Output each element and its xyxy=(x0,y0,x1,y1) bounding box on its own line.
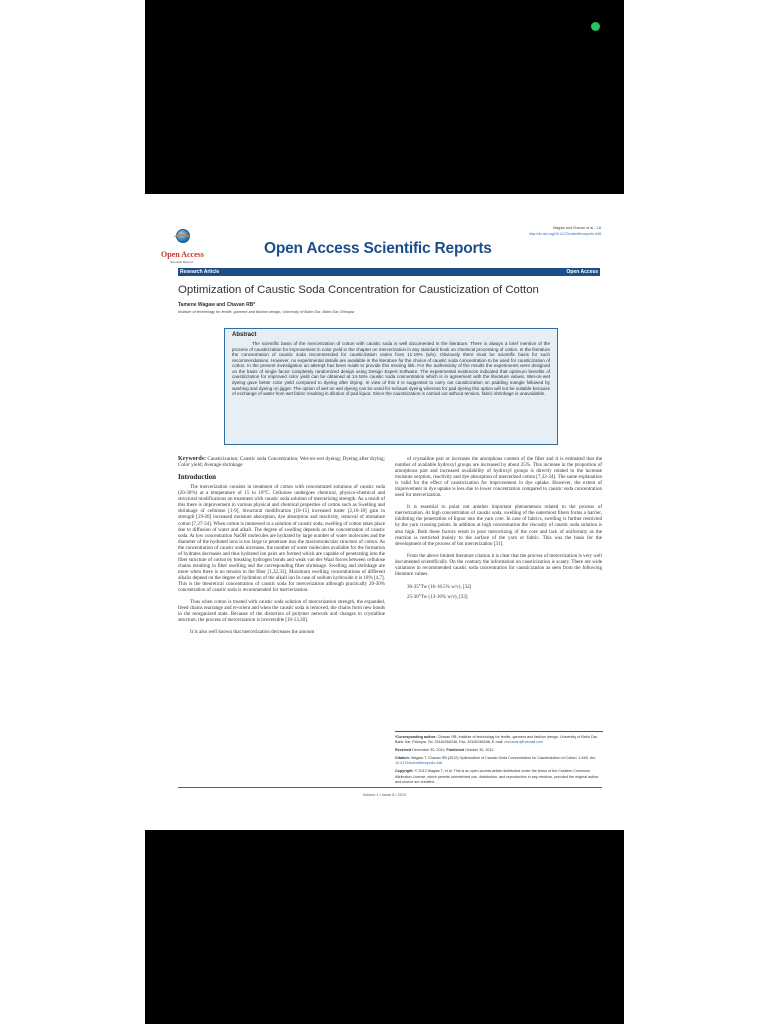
email-link[interactable]: rbchavan@hotmail.com xyxy=(504,740,544,745)
abstract-heading: Abstract xyxy=(232,332,257,338)
logo-name: Open Access xyxy=(161,250,204,259)
footer-volume-issue: Volume 1 • Issue 8 • 2012 xyxy=(362,793,407,797)
journal-title: Open Access Scientific Reports xyxy=(264,240,492,257)
open-access-label: Open Access xyxy=(566,269,598,275)
swoosh-logo-icon xyxy=(174,234,190,241)
paper-page xyxy=(145,194,624,830)
left-paragraph: It is also well known that mercerization decreases the amount xyxy=(190,629,315,636)
literature-value: 25-30°Tw (13-16% w/v), [33] xyxy=(407,593,468,600)
right-column xyxy=(395,456,602,602)
introduction-heading: Introduction xyxy=(178,473,216,482)
literature-value: 30-35°Tw (16-18.5% w/v), [32] xyxy=(407,583,472,590)
article-type-label: Research Article xyxy=(180,269,220,275)
header-citation xyxy=(529,225,601,237)
status-indicator-dot xyxy=(591,22,600,31)
article-type-bar xyxy=(178,268,600,276)
keywords-text: Causticization; Caustic soda Concentration; Wet-on-wet dyeing; Dyeing after drying; Color yield; Average shrinkage xyxy=(178,456,385,469)
top-black-band xyxy=(145,0,624,194)
footer-rule xyxy=(178,787,602,788)
paper-affiliation: Institute of technology for textile, garment and fashion design, University of Bahir Dar, Bahir Dar, Ethiopia xyxy=(178,310,355,314)
citation-short: Wagaw and Chavan et al., 1:8 xyxy=(552,226,601,230)
copyright-note: Copyright: © 2012 Wagaw T, et al. This is an open-access article distributed under the terms of the Creative Commons Attribution License, which permits unrestricted use, distribution, and reproduction in any medium, provided the original author and source are credited. xyxy=(395,769,599,784)
abstract-text: The scientific basis of the mercerization of cotton with caustic soda is well documented in the literature. There is always a brief mention of the process of causticization for improvement in color yield in the chapter on mercerization in any standard book on chemical processing of cotton. In the literature the concentration of caustic soda recommended for causticization varies from 11-19% (w/v). Obviously there must be scientific basis for such recommendations. However, no experimental details are available in the literature for the choice of caustic soda concentration to be used for causticization of cotton. In the present investigation an attempt has been made to provide this missing link. For the authenticity of the results the experiments were designed on the basis of single factor completely randomized design using Design Expert Software. The experimental evidences indicated that optimum benefits of causticization for improved color yield can be obtained at 14-16% caustic soda concentration which is in agreement with the literature values. Wet-on-wet dyeing gave better color yield compared to dyeing after drying. In view of this it is suggested to carry out causticization on padding mangle followed by washing and dyeing on jigger. The option of wet on wet dyeing can be used for exhaust dyeing whereas for pad dyeing this option will not be suitable because of exchange of water from wet fabric resulting in dilution of pad liquor. Since the causticization is carried out without tension, fabric shrinkage is unavoidable. xyxy=(232,341,550,397)
paper-title: Optimization of Caustic Soda Concentration for Causticization of Cotton xyxy=(178,284,539,296)
corresponding-author: *Corresponding author: Chavan RB, Institute of technology for textile, garment and fashion design, University of Bahir Dar, Bahir Dar, Ethiopia, Tel: 25182266246; Fax: 25182266246; E-mail: rbchavan@hotmail.com xyxy=(395,735,598,745)
logo-subtitle: Scientific Reports xyxy=(170,260,194,264)
bottom-black-band xyxy=(145,830,624,1024)
keywords xyxy=(178,456,385,468)
right-paragraph: From the above limited literature citation it is clear that the process of mercerization is very well documented scientifically. On the contrary the information on causticization is scanty. There are wide variations in recommended caustic soda concentration for causticization as seen from the following literature values. xyxy=(395,552,602,577)
abstract-box xyxy=(224,328,558,445)
paper-authors: Tamene Wagaw and Chavan RB* xyxy=(178,302,256,308)
keywords-label: Keywords: xyxy=(178,456,206,462)
citation-doi-link[interactable]: 10.4172/scientificreports.448 xyxy=(395,761,443,766)
literature-values xyxy=(407,582,602,602)
left-paragraph: The mercerization consists in treatment of cotton with concentrated solutions of caustic soda (20-30%) at a temperature of 15 to 18°C. Cellulose undergoes chemical, physico-chemical and structural modifications on treatment with caustic soda solution of mercerizing strength. As a result of this there is improvement in various physical and chemical properties of cotton such as Swelling and shrinkage of cellulose [1-9], Structural modification [10-15] increased luster [2,16-18] gain in strength [19-26] increased moisture absorption, dye absorption and reactivity, removal of immature cotton [7,27-34]. When cotton is immersed in a solution of caustic soda, swelling of cotton takes place due to diffusion of water and alkali. The degree of swelling depends on the concentration of caustic soda. At low concentration NaOH molecules are hydrated by large number of water molecules and the diameter of the hydrated ions is too large to penetrate into the macromolecular structure of cotton. As the concentration of caustic soda increases, the number of water molecules available for the formation of hydrates decreases and thus hydrated ion pairs are formed which are capable of penetrating into the fiber structure of cotton by breaking hydrogen bonds and weak van der Waal forces between cellulose chains resulting in fiber swelling and the corresponding fiber shrinkage. Swelling and shrinkage are more when there is no tension in the fiber [1,32,33]. Maximum swelling concentrations of different alkalis depend on the degree of hydration of the alkali ion In case of sodium hydroxide it is 18% [4,7]. This is the theoretical concentration of caustic soda for mercerization although practically 20-30% concentration of caustic soda is recommended for mercerization. xyxy=(178,484,385,594)
doi-link[interactable]: http://dx.doi.org/10.4172/scientificreports.448 xyxy=(529,232,601,236)
left-column xyxy=(178,456,385,635)
received-published: Received December 30, 2011; Published October 30, 2012 xyxy=(395,748,494,753)
right-paragraph: It is essential to point out another important phenomenon related to the process of mercerization. At high concentration of caustic soda, swelling of the outermost fibers forms a barrier, inhibiting the penetration of liquor into the yarn core. In case of fabrics, swelling is further restricted by the yarn crossing points. In addition at high concentration the viscosity of caustic soda solution is also high. Both these factors result in poor mercerizing of the core and lack of uniformity as the reaction is restricted mainly to the surface of the yarn or fabric. This was the basis for the development of the process of hot mercerization [31]. xyxy=(395,504,602,547)
right-paragraph: of crystalline part or increases the amorphous content of the fiber and it is estimated that the number of available hydroxyl groups are increased by about 25%. This increase in the proportion of amorphous part and increased availability of hydroxyl groups is directly related to the increase moisture sorption, reactivity and dye absorption of mercerized cotton [7,32-34]. The same explanation is valid for the effect of causticization for improvement in dye uptake. However, the extent of improvement in dye uptake is less due to lower concentration compared to caustic soda concentration used for mercerization. xyxy=(395,456,602,499)
article-notes xyxy=(395,731,603,788)
citation-note: Citation: Wagaw T, Chavan RB (2012) Optimization of Caustic Soda Concentration for Causticization of Cotton. 1:448. doi: 10.4172/scientificreports.448 xyxy=(395,756,596,766)
notes-separator xyxy=(395,731,603,732)
left-paragraph: Thus when cotton is treated with caustic soda solution of mercerization strength, the expanded, freed chains rearrange and re-orient and when the caustic soda is removed, the chains form new bonds in the reorganized state. Because of the distortion of polymer network and changes in crystalline structure, the process of mercerization is irreversible [10-13,30]. xyxy=(178,599,385,624)
